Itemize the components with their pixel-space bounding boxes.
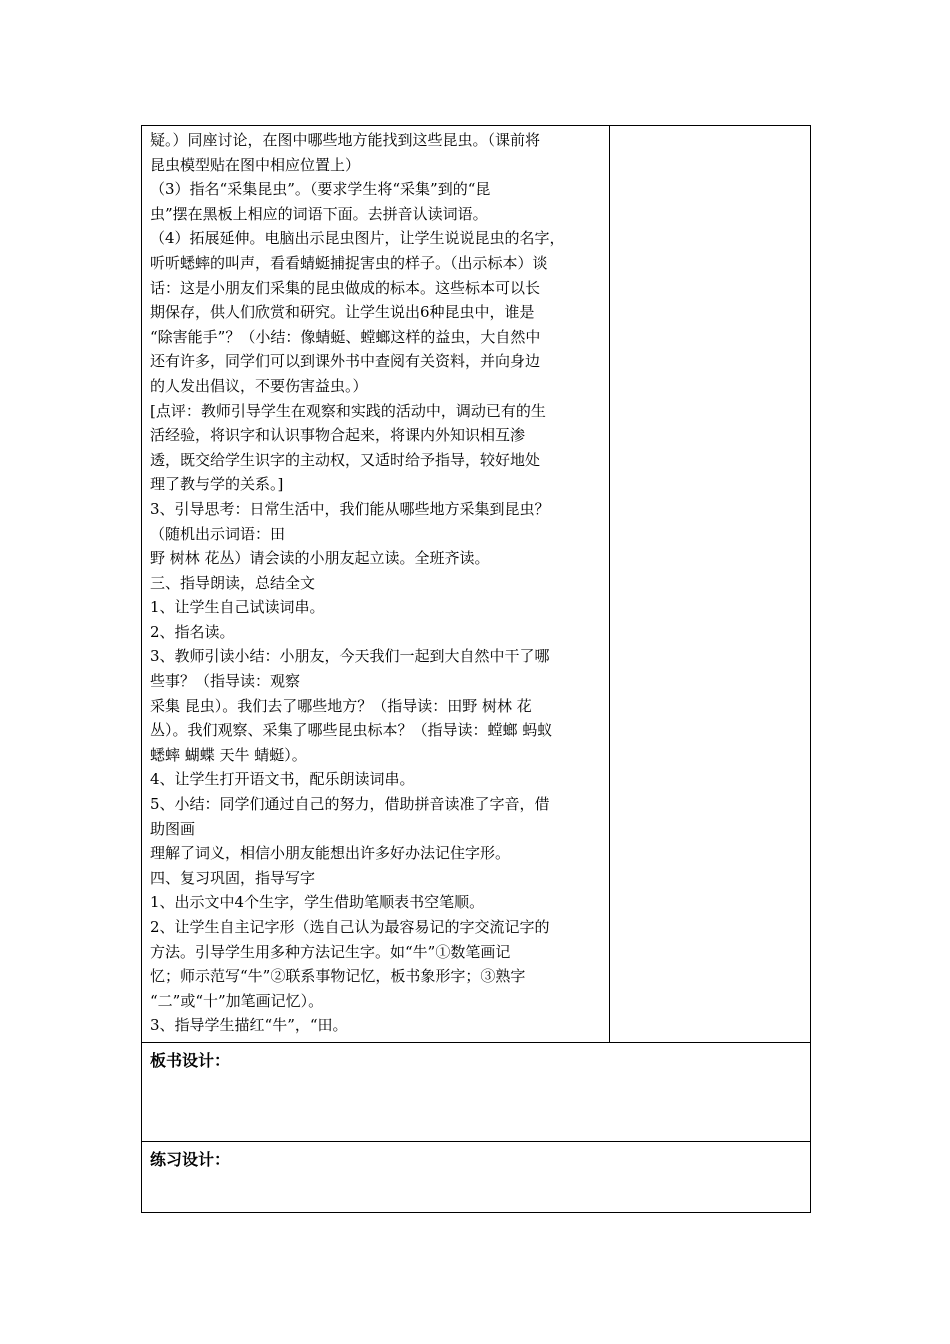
process-row: [142, 126, 811, 1043]
text-line: 野 树林 花丛）请会读的小朋友起立读。全班齐读。: [150, 549, 490, 568]
text-line: 蟋蟀 蝴蝶 天牛 蜻蜓）。: [150, 745, 307, 764]
text-line: 理解了词义，相信小朋友能想出许多好办法记住字形。: [150, 844, 511, 863]
text-line: 4、让学生打开语文书，配乐朗读词串。: [150, 770, 415, 789]
text-line: 三、指导朗读，总结全文: [150, 573, 316, 592]
text-line: 虫”摆在黑板上相应的词语下面。去拼音认读词语。: [150, 204, 488, 223]
practice-design-cell: [142, 1141, 811, 1212]
text-line: 理了教与学的关系。]: [150, 475, 284, 494]
text-line: 透，既交给学生识字的主动权，又适时给予指导，较好地处: [150, 450, 541, 469]
text-line: “除害能手”？（小结：像蜻蜓、螳螂这样的益虫，大自然中: [150, 327, 541, 346]
text-line: 活经验，将识字和认识事物合起来，将课内外知识相互渗: [150, 426, 526, 445]
text-line: 的人发出倡议，不要伤害益虫。）: [150, 376, 368, 395]
teaching-process-text: [142, 126, 609, 1042]
text-line: 些事？（指导读：观察: [150, 672, 301, 691]
practice-design-label: 练习设计：: [150, 1149, 231, 1169]
text-line: 听听蟋蟀的叫声，看看蜻蜓捕捉害虫的样子。（出示标本）谈: [150, 253, 548, 272]
board-design-cell: [142, 1042, 811, 1141]
practice-design-row: [142, 1141, 811, 1212]
text-line: 1、让学生自己试读词串。: [150, 598, 325, 617]
text-line: 丛）。我们观察、采集了哪些昆虫标本？（指导读：螳螂 蚂蚁: [150, 721, 553, 740]
text-line: 话：这是小朋友们采集的昆虫做成的标本。这些标本可以长: [150, 278, 541, 297]
text-line: 3、教师引读小结：小朋友，今天我们一起到大自然中干了哪: [150, 647, 550, 666]
text-line: [点评：教师引导学生在观察和实践的活动中，调动已有的生: [150, 401, 546, 420]
text-line: “二”或“十”加笔画记忆）。: [150, 991, 324, 1010]
text-line: （3）指名“采集昆虫”。（要求学生将“采集”到的“昆: [150, 180, 491, 199]
text-line: 采集 昆虫）。我们去了哪些地方？（指导读：田野 树林 花: [150, 696, 532, 715]
text-line: 1、出示文中4个生字，学生借助笔顺表书空笔顺。: [150, 893, 485, 912]
text-line: 5、小结：同学们通过自己的努力，借助拼音读准了字音，借: [150, 795, 550, 814]
board-design-label: 板书设计：: [150, 1050, 231, 1070]
text-line: 2、指名读。: [150, 622, 235, 641]
text-line: 还有许多，同学们可以到课外书中查阅有关资料，并向身边: [150, 352, 541, 371]
text-line: （随机出示词语：田: [150, 524, 286, 543]
text-line: 期保存，供人们欣赏和研究。让学生说出6种昆虫中，谁是: [150, 303, 535, 322]
text-line: 方法。引导学生用多种方法记生字。如“牛”①数笔画记: [150, 942, 511, 961]
text-line: 3、引导思考：日常生活中，我们能从哪些地方采集到昆虫？: [150, 499, 550, 518]
text-line: （4）拓展延伸。电脑出示昆虫图片，让学生说说昆虫的名字，: [150, 229, 565, 248]
teaching-process-cell: [142, 126, 610, 1043]
text-line: 2、让学生自主记字形（选自己认为最容易记的字交流记字的: [150, 918, 550, 936]
text-line: 助图画: [150, 819, 196, 838]
text-line: 忆；师示范写“牛”②联系事物记忆，板书象形字；③熟字: [150, 967, 526, 986]
text-line: 昆虫模型贴在图中相应位置上）: [150, 155, 361, 174]
text-line: 四、复习巩固，指导写字: [150, 868, 316, 887]
text-line: 3、指导学生描红“牛”，“田。: [150, 1016, 348, 1035]
lesson-plan-table: [141, 125, 811, 1213]
board-design-row: [142, 1042, 811, 1141]
notes-cell: [610, 126, 811, 1043]
text-line: 疑。）同座讨论，在图中哪些地方能找到这些昆虫。（课前将: [150, 131, 541, 149]
